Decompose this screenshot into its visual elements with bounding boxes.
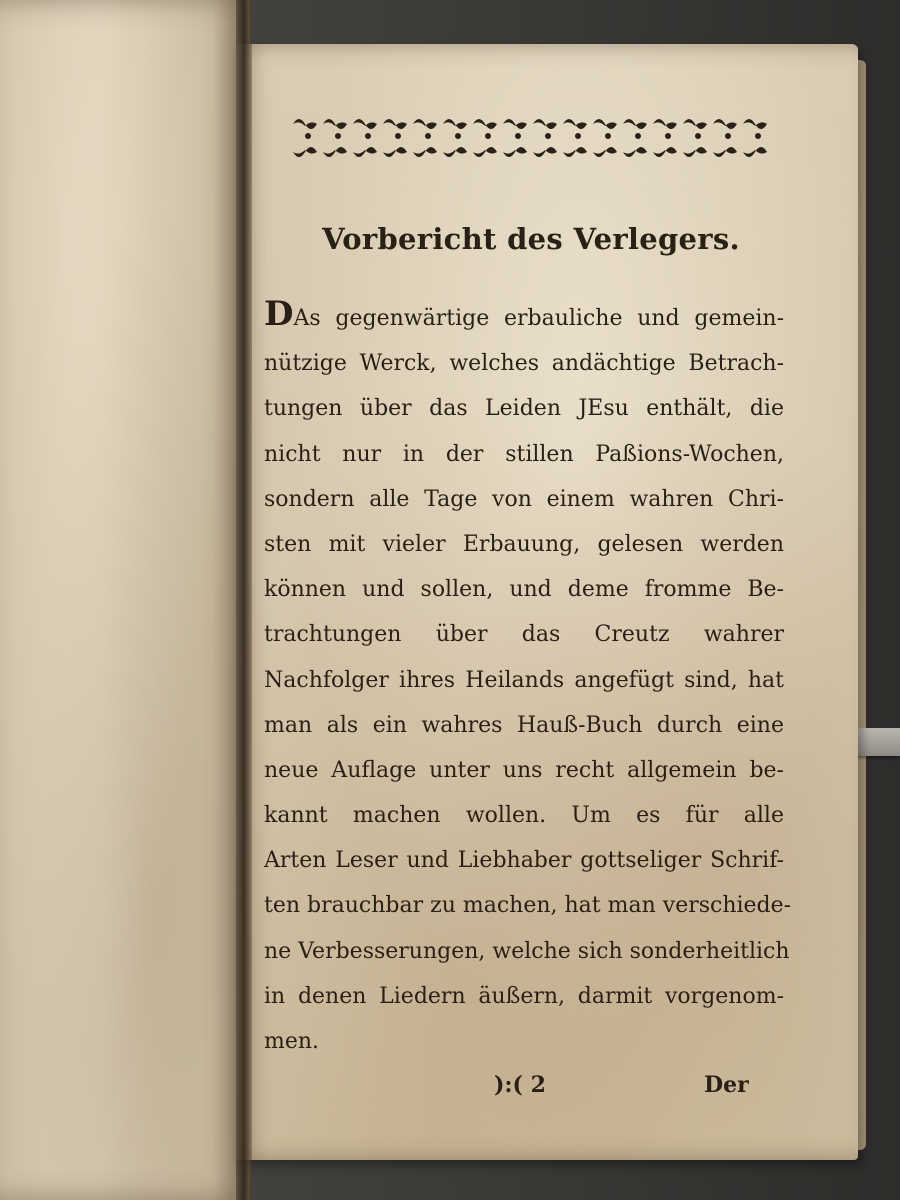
drop-cap: D	[264, 294, 294, 334]
text-line: können und sollen, und deme fromme Be-	[264, 577, 784, 603]
text-line: ne Verbesserungen, welche sich sonderheitlich	[264, 938, 790, 964]
text-line: neue Auflage unter uns recht allgemein be-	[264, 757, 784, 783]
printed-page	[236, 44, 858, 1160]
ornament-border-icon	[288, 106, 788, 166]
text-line: ten brauchbar zu machen, hat man verschiede-	[264, 893, 792, 919]
signature-mark: ):( 2	[494, 1072, 546, 1098]
text-line: tungen über das Leiden JEsu enthält, die	[264, 396, 784, 422]
text-line: nützige Werck, welches andächtige Betrach-	[264, 351, 784, 377]
text-line: nicht nur in der stillen Paßions-Wochen,	[264, 441, 784, 467]
text-line: man als ein wahres Hauß-Buch durch eine	[264, 712, 784, 738]
text-line: sten mit vieler Erbauung, gelesen werden	[264, 531, 784, 557]
body-paragraph	[264, 294, 792, 1064]
metal-clasp	[852, 728, 900, 756]
text-line: in denen Liedern äußern, darmit vorgenom-	[264, 983, 784, 1009]
page-heading: Vorbericht des Verlegers.	[322, 222, 740, 256]
text-line: men.	[264, 1029, 320, 1054]
text-line: sondern alle Tage von einem wahren Chri-	[264, 486, 784, 512]
text-line: kannt machen wollen. Um es für alle	[264, 803, 784, 829]
text-line: trachtungen über das Creutz wahrer	[264, 622, 784, 648]
text-line: Nachfolger ihres Heilands angefügt sind, hat	[264, 667, 784, 693]
text-line: DAs gegenwärtige erbauliche und gemein-	[264, 294, 784, 334]
book-gutter	[236, 0, 252, 1200]
text-line: Arten Leser und Liebhaber gottseliger Schrif-	[264, 848, 784, 874]
left-blank-page	[0, 0, 250, 1200]
catchword: Der	[704, 1072, 749, 1098]
